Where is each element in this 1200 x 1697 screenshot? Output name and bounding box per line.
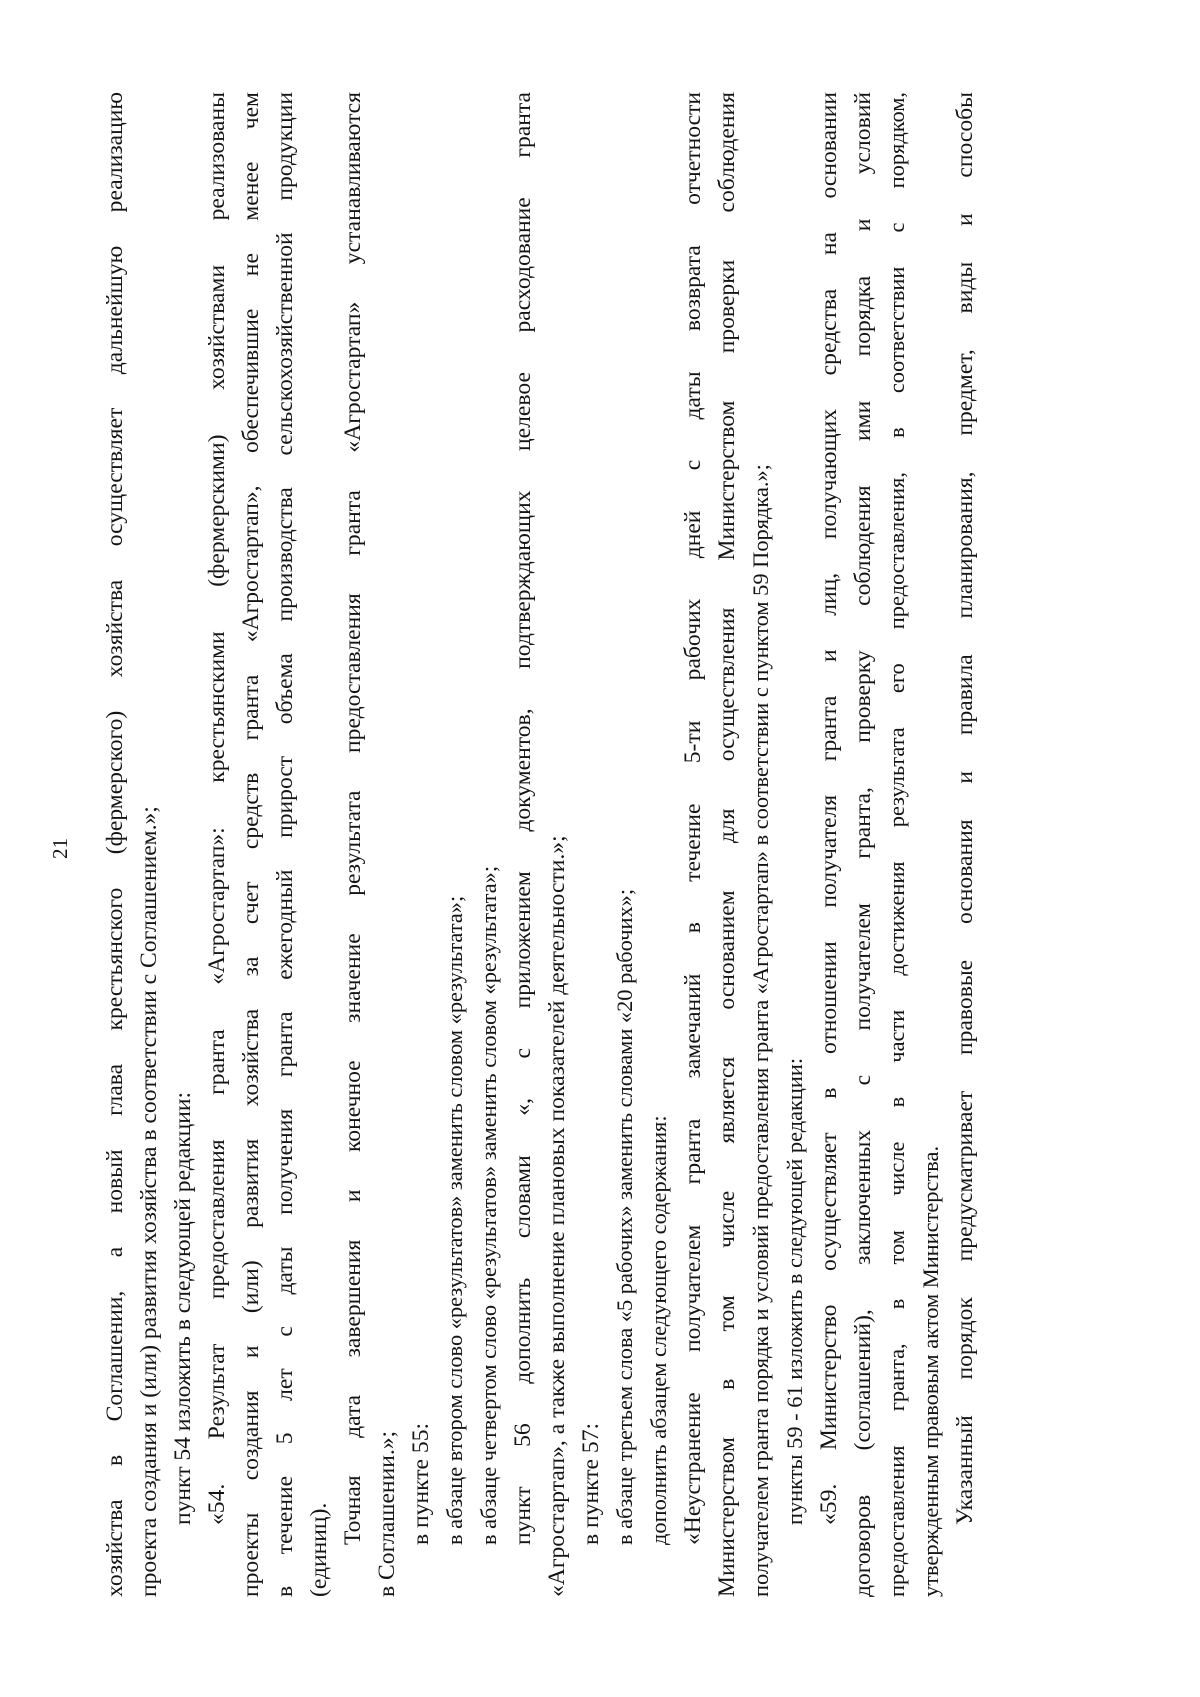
text-line: проекта создания и (или) развития хозяйства в соответствии с Соглашением.»; [136,806,162,1597]
text-line: Министерством в том числе является основанием для осуществления Министерством проверки соблюдения [714,92,740,1597]
text-line: предоставления гранта, в том числе в части достижения результата его предоставления, в соответствии с порядком, [884,92,909,1597]
text-line: пункт 56 дополнить словами «, с приложением документов, подтверждающих целевое расходование гранта [510,92,536,1545]
page-number: 21 [48,838,72,859]
text-line: «Агростартап», а также выполнение плановых показателей деятельности.»; [544,835,570,1597]
text-line: проекты создания и (или) развития хозяйства за счет средств гранта «Агростартап», обеспечившие не менее чем [238,92,264,1597]
text-line: договоров (соглашений), заключенных с получателем гранта, проверку соблюдения ими порядка и условий [850,92,876,1597]
text-line: «59. Министерство осуществляет в отношении получателя гранта и лиц, получающих средства на основании [816,92,842,1525]
text-line: в абзаце втором слово «результатов» заменить словом «результата»; [442,895,467,1545]
text-line: утвержденным правовым актом Министерства. [918,1145,943,1597]
text-line: хозяйства в Соглашении, а новый глава крестьянского (фермерского) хозяйства осуществляет дальнейшую реализацию [102,92,128,1597]
text-line: дополнить абзацем следующего содержания: [646,1115,671,1545]
text-line: «Неустранение получателем гранта замечаний в течение 5-ти рабочих дней с даты возврата отчетности [680,92,706,1545]
text-line: в Соглашении.»; [374,1430,400,1597]
text-line: пункты 59 - 61 изложить в следующей редакции: [782,1057,807,1525]
text-line: (единиц). [306,1502,332,1597]
text-line: в абзаце четвертом слово «результатов» заменить словом «результата»; [476,865,501,1545]
text-line: в абзаце третьем слова «5 рабочих» заменить словами «20 рабочих»; [612,888,637,1545]
text-line: Указанный порядок предусматривает правовые основания и правила планирования, предмет, виды и способы [952,92,978,1525]
text-line: в течение 5 лет с даты получения гранта ежегодный прирост объема производства сельскохозяйственной продукции [272,92,298,1597]
text-line: пункт 54 изложить в следующей редакции: [170,1091,196,1525]
text-line: Точная дата завершения и конечное значение результата предоставления гранта «Агростартап» устанавливаются [340,92,366,1545]
text-line: получателем гранта порядка и условий предоставления гранта «Агростартап» в соответствии с пунктом 59 Порядка.»; [748,464,773,1597]
text-line: в пункте 55: [408,1422,434,1545]
text-line: в пункте 57: [578,1422,604,1545]
text-line: «54. Результат предоставления гранта «Агростартап»: крестьянскими (фермерскими) хозяйствами реализованы [204,92,230,1525]
